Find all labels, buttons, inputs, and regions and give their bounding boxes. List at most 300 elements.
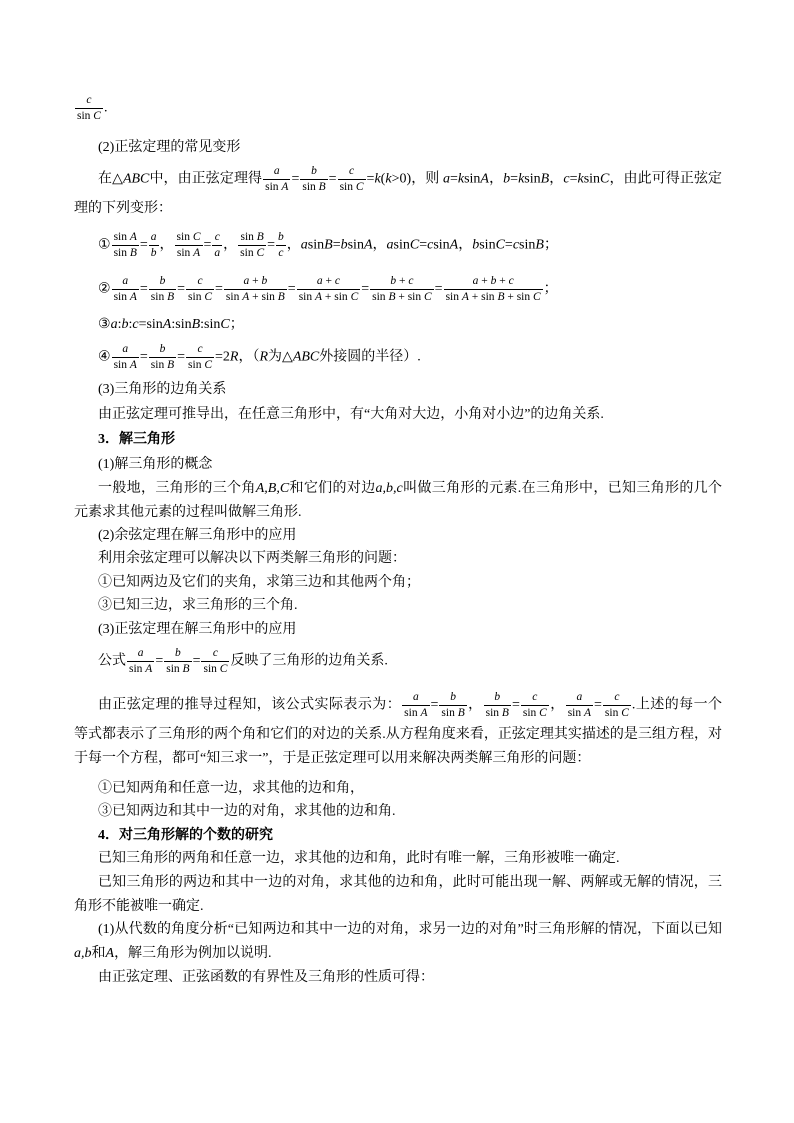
math-variable: C xyxy=(256,247,265,259)
fraction-numerator xyxy=(186,275,214,289)
text-run: =sin xyxy=(138,317,163,332)
text-run: ④ xyxy=(98,349,111,365)
math-variable: A xyxy=(315,291,323,303)
text-run: ① xyxy=(98,237,111,253)
fraction-denominator xyxy=(238,245,266,260)
variant-2 xyxy=(74,272,722,307)
fraction xyxy=(112,343,139,372)
math-variable: a xyxy=(273,165,280,177)
fraction-denominator xyxy=(263,179,290,194)
text-run: :sin xyxy=(171,317,192,332)
text-run: ， xyxy=(549,171,564,187)
text-run: (3)三角形的边角关系 xyxy=(98,382,227,397)
text-run: = xyxy=(510,171,519,187)
math-variable: A xyxy=(162,317,172,332)
text-run: = xyxy=(215,281,223,297)
heading-sine-rule-variants xyxy=(74,136,722,160)
text-run: sin xyxy=(307,237,325,253)
math-variable: c xyxy=(86,94,92,106)
math-variable: A xyxy=(129,231,137,243)
math-variable: C xyxy=(533,291,541,303)
text-run: sin xyxy=(203,663,220,675)
fraction xyxy=(238,231,266,260)
math-variable: c xyxy=(197,275,203,287)
math-variable: b xyxy=(121,317,129,332)
text-run: sin xyxy=(372,291,389,303)
fraction-denominator xyxy=(444,289,543,304)
math-variable: B xyxy=(457,707,465,719)
math-variable: b xyxy=(311,165,317,177)
math-variable: B xyxy=(388,291,396,303)
fraction-numerator xyxy=(127,647,154,661)
fraction xyxy=(149,231,159,260)
fraction-denominator xyxy=(201,661,229,676)
math-variable: c xyxy=(563,171,570,187)
math-variable: C xyxy=(424,291,432,303)
fraction-numerator xyxy=(338,165,366,179)
fraction-denominator xyxy=(186,357,214,372)
fraction-numerator xyxy=(149,343,176,357)
math-variable: B xyxy=(167,291,175,303)
math-variable: A xyxy=(129,291,137,303)
text-run: .上述的每一个等式都表示了三角形的两个角和它们的对边的关系.从方程角度来看，正弦定理其实描述的是三组方程，对于每一个方程，都可“知三求一”，于是正弦定理可以用来解决两类解三角形的问题： xyxy=(74,697,723,766)
fraction xyxy=(263,165,290,194)
text-run: = xyxy=(139,281,148,297)
text-run: sin xyxy=(519,237,536,253)
text-run: (2)余弦定理在解三角形中的应用 xyxy=(98,528,297,543)
math-variable: k xyxy=(518,171,525,187)
fraction-denominator xyxy=(75,108,103,123)
text-run: 叫做三角形的元素.在三角形中，已知三角形的几个元素求其他元素的过程叫做解三角形. xyxy=(74,481,723,520)
fraction xyxy=(186,275,214,304)
text-run: sin xyxy=(150,291,168,303)
fraction-c-over-sin-c xyxy=(74,91,722,126)
text-run: sin xyxy=(347,237,364,253)
math-variable: c xyxy=(508,275,514,287)
math-variable: B xyxy=(256,231,264,243)
text-run: sin xyxy=(404,707,421,719)
fraction-numerator xyxy=(224,275,287,289)
math-variable: b xyxy=(159,275,166,287)
text-run: sin xyxy=(393,237,410,253)
math-variable: B xyxy=(277,291,285,303)
fraction xyxy=(127,647,154,676)
math-variable: A xyxy=(363,237,373,253)
text-run: sin xyxy=(604,707,622,719)
text-run: sin xyxy=(188,291,205,303)
math-variable: C xyxy=(219,663,228,675)
math-variable: c xyxy=(278,247,284,259)
text-run: . xyxy=(103,100,108,116)
heading-sine-rule-application xyxy=(74,618,722,642)
text-run: ③已知两边和其中一边的对角，求其他的边和角. xyxy=(98,804,396,819)
text-run: ①已知两角和任意一边，求其他的边和角， xyxy=(98,781,364,796)
math-variable: b xyxy=(390,275,397,287)
fraction xyxy=(370,275,434,304)
fraction xyxy=(112,231,139,260)
math-variable: c xyxy=(408,275,414,287)
math-variable: c xyxy=(197,343,203,355)
fraction-denominator xyxy=(370,289,434,304)
math-variable: k xyxy=(385,171,392,187)
heading-concept xyxy=(74,453,722,477)
math-variable: a xyxy=(214,247,221,259)
text-run: = xyxy=(449,171,458,187)
text-run: ， xyxy=(286,237,301,253)
math-variable: C xyxy=(204,359,212,371)
text-run: sin xyxy=(479,237,496,253)
text-run: sin xyxy=(441,707,458,719)
text-run: (3)正弦定理在解三角形中的应用 xyxy=(98,622,297,637)
math-variable: C xyxy=(220,317,230,332)
fraction-numerator xyxy=(521,691,549,705)
math-variable: b xyxy=(472,237,480,253)
fraction-numerator xyxy=(164,647,191,661)
heading-number-of-solutions xyxy=(74,824,722,848)
heading-solving-triangles xyxy=(74,428,722,452)
text-run: = xyxy=(139,237,148,253)
list-item-sine-1 xyxy=(74,777,722,801)
fraction-denominator xyxy=(149,357,176,372)
math-variable: B xyxy=(129,247,137,259)
text-run: 外接圆的半径）. xyxy=(319,349,421,365)
math-variable: C xyxy=(355,181,364,193)
math-variable: B xyxy=(540,171,550,187)
math-variable: c xyxy=(334,275,341,287)
math-variable: A xyxy=(281,181,289,193)
fraction-denominator xyxy=(603,705,631,720)
text-run: ③已知三边，求三角形的三个角. xyxy=(98,598,298,613)
math-variable: C xyxy=(93,110,101,122)
fraction-numerator xyxy=(186,343,214,357)
math-variable: k xyxy=(374,171,381,187)
math-variable: a xyxy=(122,343,129,355)
fraction-denominator xyxy=(566,705,593,720)
text-run: sin xyxy=(113,247,130,259)
text-run: =2 xyxy=(215,349,230,365)
fraction-numerator xyxy=(112,275,139,289)
math-variable: k xyxy=(457,171,465,187)
text-run: = xyxy=(155,653,164,669)
list-item-sine-3 xyxy=(74,800,722,824)
text-run: sin xyxy=(240,231,257,243)
math-variable: ABC xyxy=(292,349,320,365)
text-run: = xyxy=(192,653,201,669)
paragraph-side-angle-relation xyxy=(74,403,722,427)
heading-side-angle-relation xyxy=(74,378,722,402)
text-run: 4．对三角形解的个数的研究 xyxy=(98,828,273,843)
text-run: sin xyxy=(113,291,130,303)
fraction-numerator xyxy=(566,691,593,705)
text-run: (2)正弦定理的常见变形 xyxy=(98,140,241,155)
text-run: 利用余弦定理可以解决以下两类解三角形的问题： xyxy=(98,551,406,566)
math-variable: C xyxy=(192,231,201,243)
fraction-numerator xyxy=(212,231,222,245)
math-variable: a xyxy=(386,237,394,253)
text-run: 由正弦定理可推导出，在任意三角形中，有“大角对大边，小角对小边”的边角关系. xyxy=(98,407,604,422)
fraction xyxy=(402,691,429,720)
fraction xyxy=(112,275,139,304)
text-run: :sin xyxy=(200,317,221,332)
text-run: + xyxy=(478,275,491,287)
text-run: = xyxy=(287,281,296,297)
fraction-denominator xyxy=(224,289,287,304)
math-variable: b xyxy=(150,247,157,259)
text-run: = xyxy=(332,237,341,253)
math-variable: B xyxy=(191,317,201,332)
text-run: sin xyxy=(77,110,94,122)
math-variable: a,b,c xyxy=(375,481,403,496)
text-run: 中，由正弦定理得 xyxy=(149,171,263,187)
fraction-numerator xyxy=(175,231,203,245)
fraction xyxy=(439,691,466,720)
math-variable: A xyxy=(129,359,137,371)
fraction xyxy=(484,691,511,720)
math-variable: A xyxy=(583,707,592,719)
math-variable: B xyxy=(535,237,544,253)
text-run: = xyxy=(504,237,513,253)
math-variable: c xyxy=(212,647,218,659)
text-run: ② xyxy=(98,281,111,297)
text-run: ①已知两边及它们的夹角，求第三边和其他两个角； xyxy=(98,575,420,590)
paragraph-conclusion xyxy=(74,966,722,990)
math-variable: C xyxy=(350,291,359,303)
fraction-denominator xyxy=(276,245,286,260)
text-run: sin xyxy=(445,291,462,303)
paragraph-algebraic-analysis xyxy=(74,918,722,966)
text-run: = xyxy=(177,349,186,365)
text-run: + sin xyxy=(322,291,351,303)
text-run: sin xyxy=(176,231,193,243)
fraction-numerator xyxy=(402,691,429,705)
fraction-numerator xyxy=(484,691,511,705)
text-run: 由正弦定理、正弦函数的有界性及三角形的性质可得： xyxy=(98,970,434,985)
text-run: ； xyxy=(543,281,558,297)
text-run: sin xyxy=(240,247,257,259)
fraction-numerator xyxy=(297,275,361,289)
fraction-numerator xyxy=(112,343,139,357)
text-run: ， xyxy=(467,697,483,713)
fraction-denominator xyxy=(112,245,139,260)
text-run: ； xyxy=(543,237,558,253)
text-run: sin xyxy=(485,707,502,719)
text-run: = xyxy=(511,697,520,713)
fraction-numerator xyxy=(238,231,266,245)
math-variable: B xyxy=(501,707,509,719)
text-run: + sin xyxy=(249,291,278,303)
fraction-numerator xyxy=(263,165,290,179)
text-run: sin xyxy=(176,247,194,259)
text-run: 由正弦定理的推导过程知，该公式实际表示为： xyxy=(98,697,402,713)
text-run: = xyxy=(267,237,276,253)
fraction xyxy=(566,691,593,720)
text-run: : xyxy=(128,317,133,332)
text-run: sin xyxy=(302,181,319,193)
paragraph-cosine-rule-intro xyxy=(74,547,722,571)
math-variable: ABC xyxy=(122,171,150,187)
math-variable: b xyxy=(503,171,511,187)
paragraph-derivation xyxy=(74,688,722,771)
text-run: sin xyxy=(265,181,282,193)
variant-1 xyxy=(74,228,722,263)
text-run: 公式 xyxy=(98,653,126,669)
fraction-numerator xyxy=(149,231,159,245)
text-run: sin xyxy=(339,181,356,193)
math-variable: a xyxy=(300,237,308,253)
text-run: ， xyxy=(488,171,504,187)
text-run: ； xyxy=(229,317,244,332)
fraction-numerator xyxy=(201,647,229,661)
list-item-cosine-3 xyxy=(74,594,722,618)
text-run: 已知三角形的两角和任意一边，求其他的边和角，此时有唯一解，三角形被唯一确定. xyxy=(98,851,620,866)
math-variable: a xyxy=(110,317,118,332)
fraction-denominator xyxy=(484,705,511,720)
math-variable: c xyxy=(214,231,220,243)
math-variable: b xyxy=(494,691,501,703)
fraction-denominator xyxy=(300,179,327,194)
math-variable: c xyxy=(512,237,520,253)
text-run: = xyxy=(419,237,428,253)
math-variable: a xyxy=(122,275,129,287)
fraction-numerator xyxy=(149,275,176,289)
fraction-denominator xyxy=(149,245,159,260)
math-variable: B xyxy=(182,663,190,675)
text-run: = xyxy=(594,697,602,713)
math-variable: B xyxy=(167,359,175,371)
math-variable: A xyxy=(242,291,250,303)
math-variable: a xyxy=(472,275,479,287)
text-run: 在△ xyxy=(98,171,123,187)
math-variable: A xyxy=(461,291,469,303)
text-run: 和 xyxy=(91,946,106,961)
math-variable: c xyxy=(614,691,620,703)
math-variable: R xyxy=(229,349,239,365)
variant-3 xyxy=(74,313,722,337)
text-run: 反映了三角形的边角关系. xyxy=(230,653,388,669)
fraction-denominator xyxy=(127,661,154,676)
text-run: + sin xyxy=(468,291,498,303)
fraction xyxy=(521,691,549,720)
fraction xyxy=(212,231,222,260)
math-variable: C xyxy=(204,291,212,303)
math-variable: A xyxy=(193,247,201,259)
text-run: = xyxy=(291,171,300,187)
text-run: + xyxy=(322,275,335,287)
text-run: ， xyxy=(223,237,238,253)
fraction-numerator xyxy=(75,94,103,108)
text-run: >0)，则 xyxy=(391,171,443,187)
math-variable: b xyxy=(490,275,497,287)
text-run: 3．解三角形 xyxy=(98,432,175,447)
math-variable: a xyxy=(442,171,450,187)
list-item-cosine-1 xyxy=(74,571,722,595)
variant-4 xyxy=(74,340,722,375)
text-run: = xyxy=(139,349,148,365)
math-variable: c xyxy=(532,691,538,703)
math-variable: C xyxy=(409,237,420,253)
math-variable: A xyxy=(105,946,115,961)
fraction-numerator xyxy=(444,275,543,289)
text-run: sin xyxy=(129,663,146,675)
math-variable: A xyxy=(480,171,489,187)
text-run: sin xyxy=(113,359,130,371)
text-run: + sin xyxy=(504,291,533,303)
text-run: = xyxy=(434,281,443,297)
text-run: ( xyxy=(380,171,386,187)
text-run: ， xyxy=(159,237,174,253)
math-variable: B xyxy=(318,181,326,193)
fraction xyxy=(444,275,543,304)
math-variable: a xyxy=(150,231,157,243)
fraction xyxy=(276,231,286,260)
math-variable: b xyxy=(175,647,181,659)
fraction-denominator xyxy=(212,245,222,260)
fraction-denominator xyxy=(521,705,549,720)
fraction xyxy=(186,343,214,372)
text-run: = xyxy=(177,281,186,297)
paragraph-sine-rule-ratio xyxy=(74,162,722,221)
text-run: sin xyxy=(583,171,601,187)
fraction xyxy=(149,343,176,372)
math-variable: b xyxy=(278,231,284,243)
paragraph-unique-solution xyxy=(74,847,722,871)
text-run: sin xyxy=(464,171,481,187)
math-variable: A xyxy=(449,237,459,253)
math-variable: b xyxy=(261,275,268,287)
text-run: sin xyxy=(150,359,168,371)
math-variable: b xyxy=(340,237,348,253)
fraction-denominator xyxy=(164,661,191,676)
fraction-numerator xyxy=(112,231,139,245)
fraction xyxy=(300,165,327,194)
text-run: = xyxy=(430,697,439,713)
fraction xyxy=(201,647,229,676)
fraction-numerator xyxy=(370,275,434,289)
math-variable: B xyxy=(324,237,333,253)
text-run: + xyxy=(249,275,262,287)
fraction-numerator xyxy=(603,691,631,705)
math-variable: C xyxy=(621,707,629,719)
text-run: sin xyxy=(298,291,315,303)
math-variable: A,B,C xyxy=(255,481,290,496)
paragraph-formula xyxy=(74,644,722,679)
math-variable: B xyxy=(497,291,505,303)
math-variable: R xyxy=(259,349,269,365)
text-run: (1)解三角形的概念 xyxy=(98,457,213,472)
text-run: sin xyxy=(188,359,205,371)
text-run: = xyxy=(366,171,375,187)
text-run: 已知三角形的两边和其中一边的对角，求其他的边和角，此时可能出现一解、两解或无解的情况，三角形不能被唯一确定. xyxy=(74,875,722,914)
text-run: ， xyxy=(458,237,473,253)
math-variable: A xyxy=(145,663,153,675)
fraction-denominator xyxy=(186,289,214,304)
fraction-numerator xyxy=(300,165,327,179)
text-run: ，解三角形为例加以说明. xyxy=(114,946,272,961)
text-run: + xyxy=(396,275,409,287)
fraction-denominator xyxy=(149,289,176,304)
text-run: + sin xyxy=(395,291,424,303)
fraction xyxy=(603,691,631,720)
fraction-denominator xyxy=(439,705,466,720)
text-run: = xyxy=(569,171,578,187)
math-variable: c xyxy=(349,165,355,177)
text-run: ③ xyxy=(98,317,111,332)
text-run: = xyxy=(328,171,337,187)
fraction-numerator xyxy=(439,691,466,705)
text-run: = xyxy=(361,281,370,297)
paragraph-concept xyxy=(74,477,722,525)
fraction xyxy=(338,165,366,194)
